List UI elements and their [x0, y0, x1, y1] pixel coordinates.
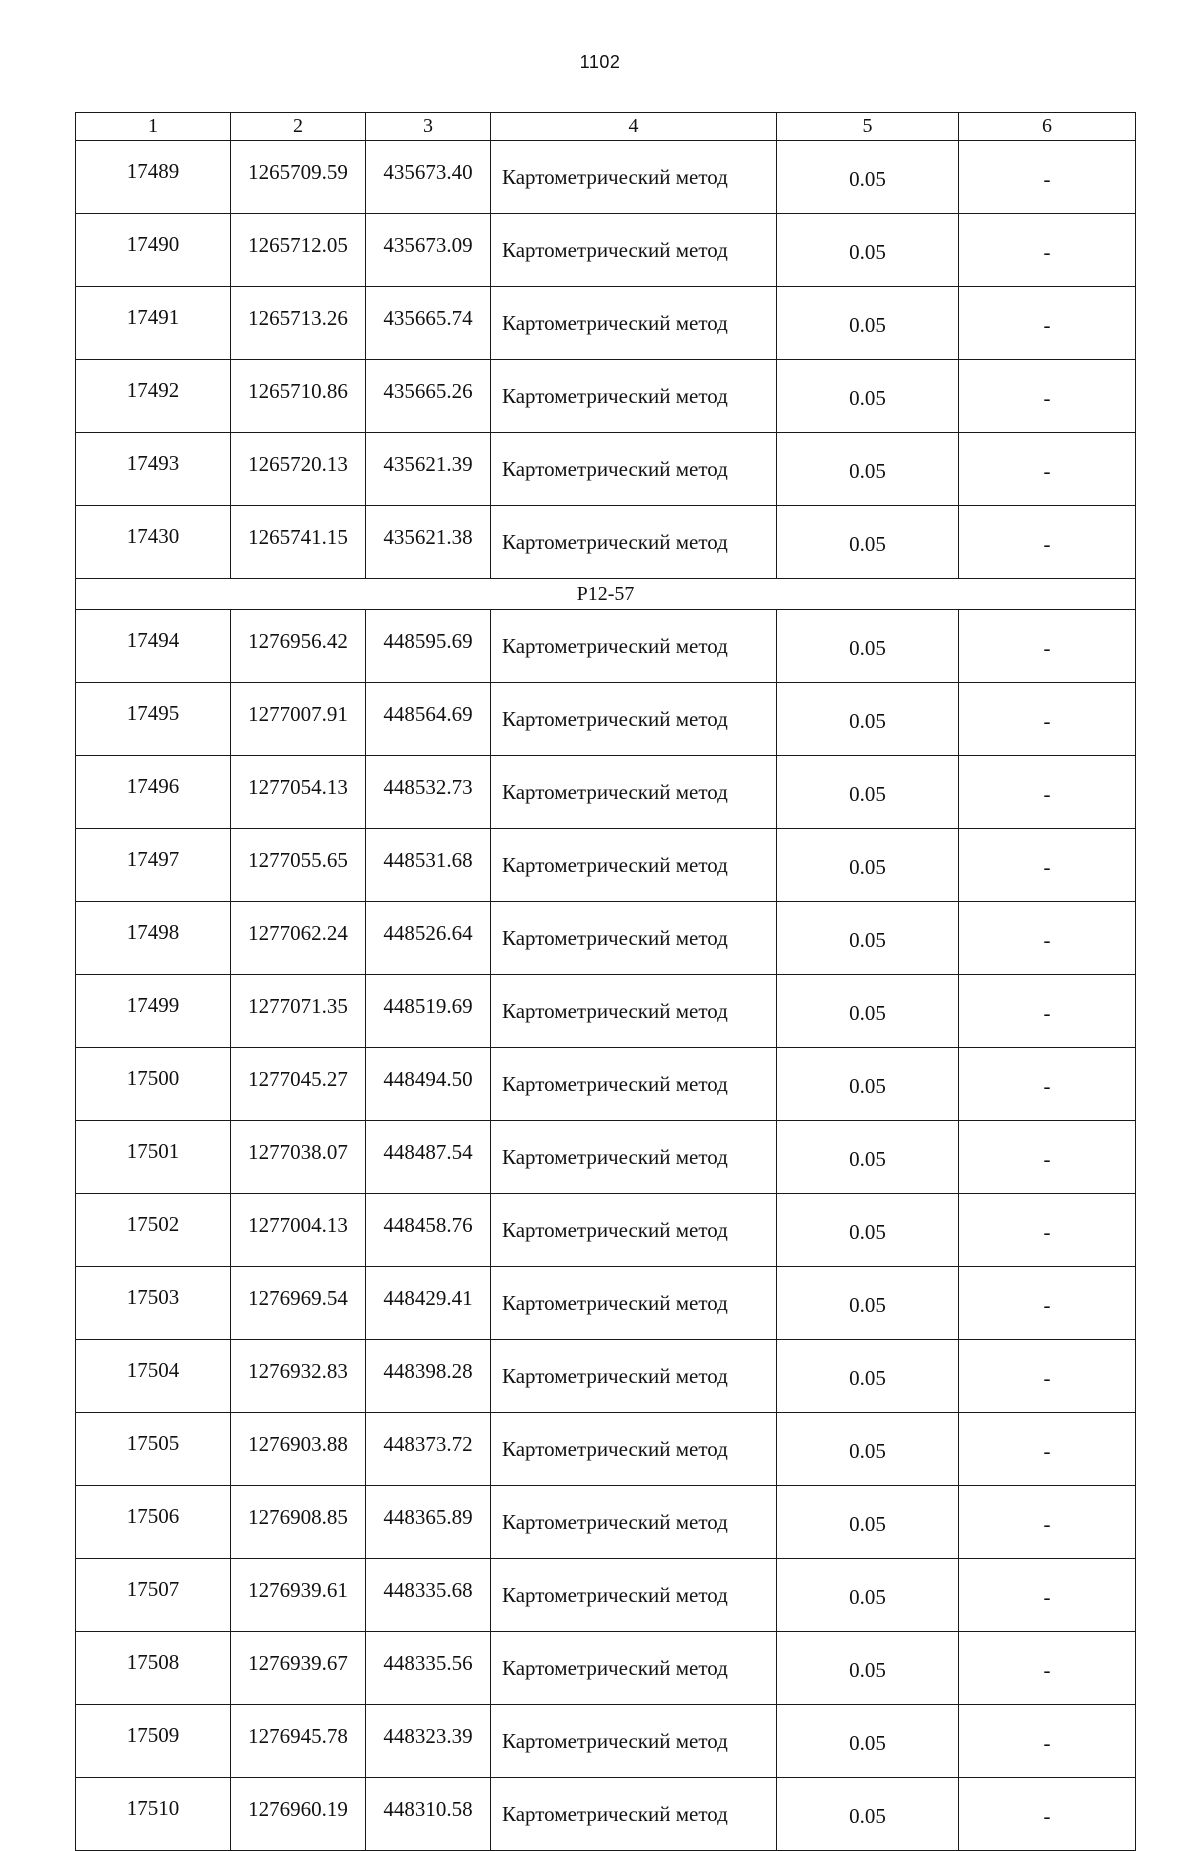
table-row — [76, 214, 1136, 287]
x-coordinate-cell: 1276956.42 — [231, 610, 366, 683]
y-coordinate-cell: 435673.09 — [366, 214, 491, 287]
method-cell: Картометрический метод — [491, 1340, 777, 1413]
point-number-cell: 17502 — [76, 1194, 231, 1267]
accuracy-cell: 0.05 — [777, 1340, 959, 1413]
accuracy-cell: 0.05 — [777, 1121, 959, 1194]
point-number-cell: 17510 — [76, 1778, 231, 1851]
table-row — [76, 1413, 1136, 1486]
table-row — [76, 1194, 1136, 1267]
table-row — [76, 1559, 1136, 1632]
x-coordinate-cell: 1277062.24 — [231, 902, 366, 975]
y-coordinate-cell: 448398.28 — [366, 1340, 491, 1413]
point-number-cell: 17509 — [76, 1705, 231, 1778]
description-cell: - — [959, 1778, 1136, 1851]
y-coordinate-cell: 448531.68 — [366, 829, 491, 902]
column-header-6: 6 — [959, 113, 1136, 141]
table-header — [76, 113, 1136, 141]
column-header-4: 4 — [491, 113, 777, 141]
point-number-cell: 17506 — [76, 1486, 231, 1559]
method-cell: Картометрический метод — [491, 683, 777, 756]
point-number-cell: 17500 — [76, 1048, 231, 1121]
accuracy-cell: 0.05 — [777, 506, 959, 579]
method-cell: Картометрический метод — [491, 287, 777, 360]
point-number-cell: 17507 — [76, 1559, 231, 1632]
table-row — [76, 902, 1136, 975]
point-number-cell: 17501 — [76, 1121, 231, 1194]
point-number-cell: 17496 — [76, 756, 231, 829]
description-cell: - — [959, 829, 1136, 902]
method-cell: Картометрический метод — [491, 1559, 777, 1632]
point-number-cell: 17504 — [76, 1340, 231, 1413]
table-row — [76, 975, 1136, 1048]
description-cell: - — [959, 433, 1136, 506]
method-cell: Картометрический метод — [491, 1121, 777, 1194]
x-coordinate-cell: 1277038.07 — [231, 1121, 366, 1194]
x-coordinate-cell: 1265710.86 — [231, 360, 366, 433]
x-coordinate-cell: 1265720.13 — [231, 433, 366, 506]
column-header-5: 5 — [777, 113, 959, 141]
method-cell: Картометрический метод — [491, 902, 777, 975]
x-coordinate-cell: 1276960.19 — [231, 1778, 366, 1851]
method-cell: Картометрический метод — [491, 360, 777, 433]
column-header-1: 1 — [76, 113, 231, 141]
description-cell: - — [959, 975, 1136, 1048]
x-coordinate-cell: 1277004.13 — [231, 1194, 366, 1267]
accuracy-cell: 0.05 — [777, 1413, 959, 1486]
method-cell: Картометрический метод — [491, 1486, 777, 1559]
table-row — [76, 360, 1136, 433]
table-row — [76, 1048, 1136, 1121]
y-coordinate-cell: 448310.58 — [366, 1778, 491, 1851]
accuracy-cell: 0.05 — [777, 829, 959, 902]
table-row — [76, 433, 1136, 506]
description-cell: - — [959, 1194, 1136, 1267]
column-header-2: 2 — [231, 113, 366, 141]
section-label: Р12-57 — [76, 579, 1136, 610]
coordinates-table — [75, 112, 1136, 1851]
x-coordinate-cell: 1277054.13 — [231, 756, 366, 829]
point-number-cell: 17491 — [76, 287, 231, 360]
description-cell: - — [959, 610, 1136, 683]
description-cell: - — [959, 1705, 1136, 1778]
method-cell: Картометрический метод — [491, 756, 777, 829]
point-number-cell: 17508 — [76, 1632, 231, 1705]
table-row — [76, 1778, 1136, 1851]
point-number-cell: 17495 — [76, 683, 231, 756]
point-number-cell: 17505 — [76, 1413, 231, 1486]
y-coordinate-cell: 435621.38 — [366, 506, 491, 579]
y-coordinate-cell: 448519.69 — [366, 975, 491, 1048]
table-row — [76, 1121, 1136, 1194]
accuracy-cell: 0.05 — [777, 214, 959, 287]
x-coordinate-cell: 1265712.05 — [231, 214, 366, 287]
y-coordinate-cell: 448487.54 — [366, 1121, 491, 1194]
table-row — [76, 1267, 1136, 1340]
accuracy-cell: 0.05 — [777, 902, 959, 975]
description-cell: - — [959, 1486, 1136, 1559]
table-row — [76, 141, 1136, 214]
table-row — [76, 610, 1136, 683]
description-cell: - — [959, 1340, 1136, 1413]
table-row — [76, 1340, 1136, 1413]
point-number-cell: 17492 — [76, 360, 231, 433]
description-cell: - — [959, 1267, 1136, 1340]
method-cell: Картометрический метод — [491, 433, 777, 506]
description-cell: - — [959, 506, 1136, 579]
accuracy-cell: 0.05 — [777, 756, 959, 829]
table-row — [76, 1632, 1136, 1705]
y-coordinate-cell: 448335.68 — [366, 1559, 491, 1632]
y-coordinate-cell: 448335.56 — [366, 1632, 491, 1705]
accuracy-cell: 0.05 — [777, 683, 959, 756]
column-header-3: 3 — [366, 113, 491, 141]
x-coordinate-cell: 1276903.88 — [231, 1413, 366, 1486]
accuracy-cell: 0.05 — [777, 1048, 959, 1121]
accuracy-cell: 0.05 — [777, 1486, 959, 1559]
description-cell: - — [959, 1559, 1136, 1632]
description-cell: - — [959, 287, 1136, 360]
y-coordinate-cell: 435621.39 — [366, 433, 491, 506]
method-cell: Картометрический метод — [491, 975, 777, 1048]
x-coordinate-cell: 1265713.26 — [231, 287, 366, 360]
y-coordinate-cell: 435665.26 — [366, 360, 491, 433]
method-cell: Картометрический метод — [491, 1413, 777, 1486]
accuracy-cell: 0.05 — [777, 433, 959, 506]
point-number-cell: 17430 — [76, 506, 231, 579]
y-coordinate-cell: 448373.72 — [366, 1413, 491, 1486]
page-number: 1102 — [579, 52, 621, 72]
accuracy-cell: 0.05 — [777, 287, 959, 360]
x-coordinate-cell: 1277045.27 — [231, 1048, 366, 1121]
table-row — [76, 829, 1136, 902]
method-cell: Картометрический метод — [491, 1705, 777, 1778]
accuracy-cell: 0.05 — [777, 1194, 959, 1267]
x-coordinate-cell: 1265741.15 — [231, 506, 366, 579]
y-coordinate-cell: 448595.69 — [366, 610, 491, 683]
y-coordinate-cell: 448526.64 — [366, 902, 491, 975]
accuracy-cell: 0.05 — [777, 975, 959, 1048]
method-cell: Картометрический метод — [491, 829, 777, 902]
section-row — [76, 579, 1136, 610]
x-coordinate-cell: 1276932.83 — [231, 1340, 366, 1413]
x-coordinate-cell: 1265709.59 — [231, 141, 366, 214]
method-cell: Картометрический метод — [491, 1267, 777, 1340]
point-number-cell: 17499 — [76, 975, 231, 1048]
y-coordinate-cell: 448365.89 — [366, 1486, 491, 1559]
y-coordinate-cell: 448494.50 — [366, 1048, 491, 1121]
description-cell: - — [959, 1121, 1136, 1194]
y-coordinate-cell: 448532.73 — [366, 756, 491, 829]
accuracy-cell: 0.05 — [777, 1267, 959, 1340]
x-coordinate-cell: 1276908.85 — [231, 1486, 366, 1559]
x-coordinate-cell: 1277071.35 — [231, 975, 366, 1048]
accuracy-cell: 0.05 — [777, 141, 959, 214]
accuracy-cell: 0.05 — [777, 1632, 959, 1705]
point-number-cell: 17494 — [76, 610, 231, 683]
description-cell: - — [959, 360, 1136, 433]
method-cell: Картометрический метод — [491, 1632, 777, 1705]
x-coordinate-cell: 1276969.54 — [231, 1267, 366, 1340]
description-cell: - — [959, 1048, 1136, 1121]
description-cell: - — [959, 214, 1136, 287]
point-number-cell: 17498 — [76, 902, 231, 975]
x-coordinate-cell: 1277055.65 — [231, 829, 366, 902]
method-cell: Картометрический метод — [491, 1778, 777, 1851]
method-cell: Картометрический метод — [491, 506, 777, 579]
table-row — [76, 1486, 1136, 1559]
y-coordinate-cell: 448564.69 — [366, 683, 491, 756]
x-coordinate-cell: 1276939.61 — [231, 1559, 366, 1632]
table-row — [76, 287, 1136, 360]
accuracy-cell: 0.05 — [777, 1559, 959, 1632]
point-number-cell: 17503 — [76, 1267, 231, 1340]
point-number-cell: 17489 — [76, 141, 231, 214]
table-row — [76, 1705, 1136, 1778]
y-coordinate-cell: 448458.76 — [366, 1194, 491, 1267]
point-number-cell: 17490 — [76, 214, 231, 287]
y-coordinate-cell: 435673.40 — [366, 141, 491, 214]
accuracy-cell: 0.05 — [777, 610, 959, 683]
table-body — [76, 141, 1136, 1851]
description-cell: - — [959, 683, 1136, 756]
y-coordinate-cell: 448429.41 — [366, 1267, 491, 1340]
accuracy-cell: 0.05 — [777, 360, 959, 433]
description-cell: - — [959, 1632, 1136, 1705]
table-row — [76, 506, 1136, 579]
method-cell: Картометрический метод — [491, 141, 777, 214]
point-number-cell: 17497 — [76, 829, 231, 902]
y-coordinate-cell: 448323.39 — [366, 1705, 491, 1778]
method-cell: Картометрический метод — [491, 214, 777, 287]
accuracy-cell: 0.05 — [777, 1778, 959, 1851]
description-cell: - — [959, 902, 1136, 975]
point-number-cell: 17493 — [76, 433, 231, 506]
header-row — [76, 113, 1136, 141]
method-cell: Картометрический метод — [491, 1048, 777, 1121]
description-cell: - — [959, 1413, 1136, 1486]
method-cell: Картометрический метод — [491, 1194, 777, 1267]
table-row — [76, 683, 1136, 756]
x-coordinate-cell: 1276939.67 — [231, 1632, 366, 1705]
y-coordinate-cell: 435665.74 — [366, 287, 491, 360]
accuracy-cell: 0.05 — [777, 1705, 959, 1778]
method-cell: Картометрический метод — [491, 610, 777, 683]
x-coordinate-cell: 1276945.78 — [231, 1705, 366, 1778]
description-cell: - — [959, 756, 1136, 829]
x-coordinate-cell: 1277007.91 — [231, 683, 366, 756]
description-cell: - — [959, 141, 1136, 214]
table-row — [76, 756, 1136, 829]
